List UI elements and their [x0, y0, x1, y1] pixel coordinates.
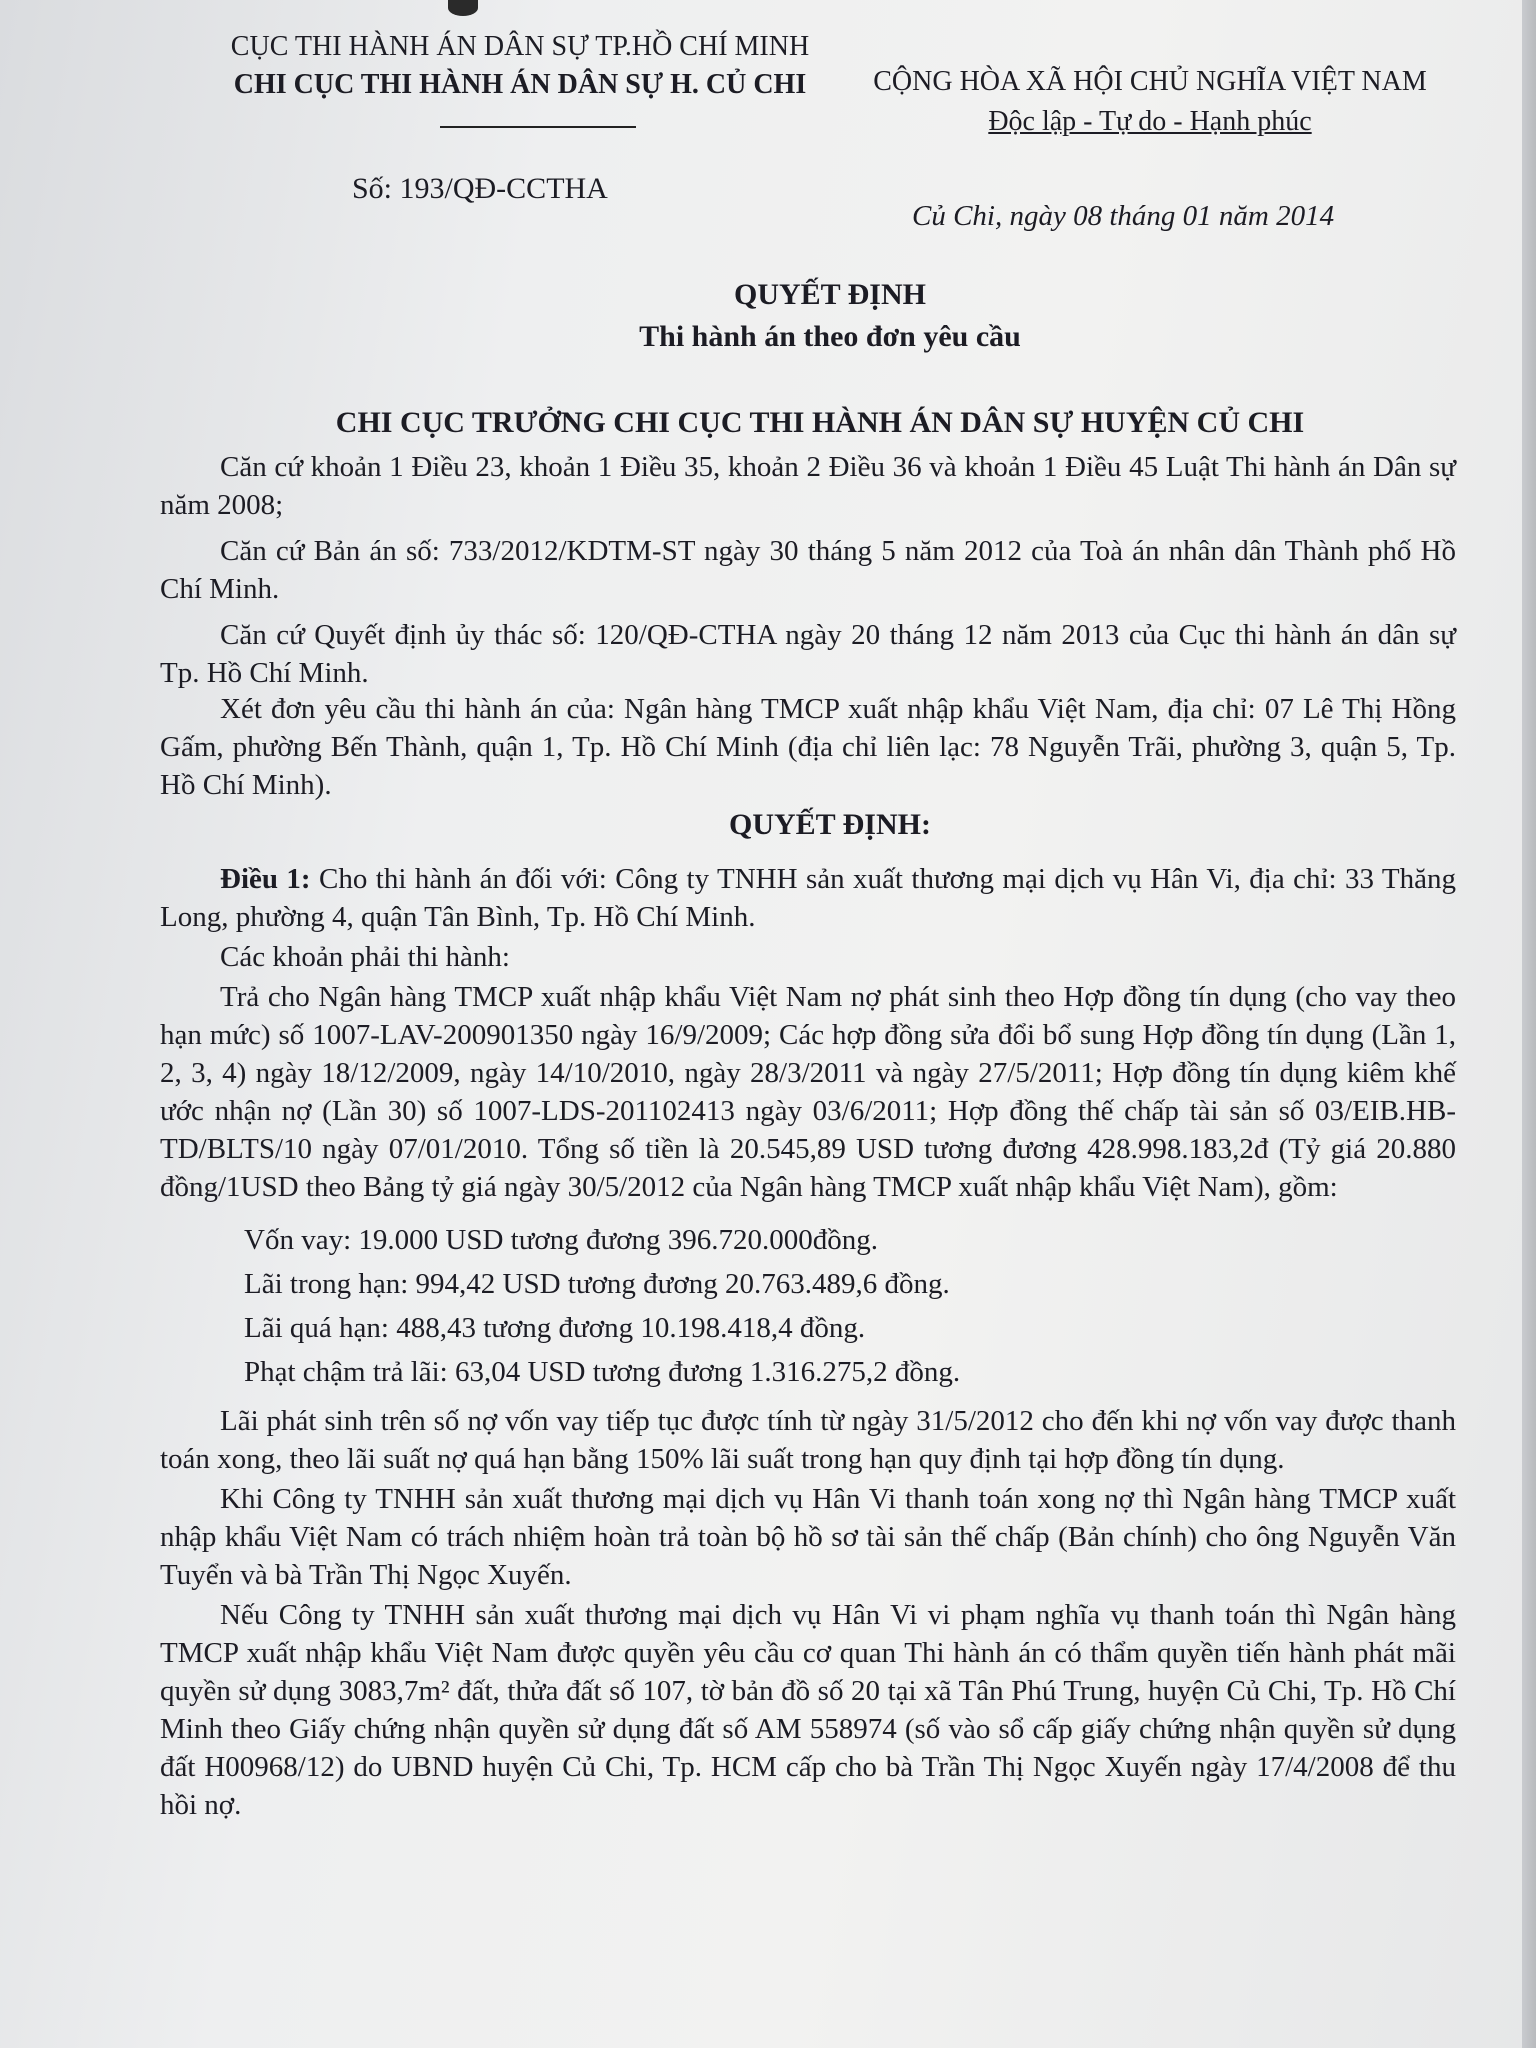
legal-basis — [160, 448, 1456, 700]
ink-blot — [448, 0, 478, 16]
document-title — [300, 274, 1360, 358]
issuing-authority: CHI CỤC TRƯỞNG CHI CỤC THI HÀNH ÁN DÂN SỰ HUYỆN CỦ CHI — [335, 406, 1305, 439]
article-1-intro — [160, 860, 1456, 936]
request-section — [160, 690, 1456, 804]
request-paragraph: Xét đơn yêu cầu thi hành án của: Ngân hàng TMCP xuất nhập khẩu Việt Nam, địa chỉ: 07 Lê Thị Hồng Gấm, phường Bến Thành, quận 1, Tp. Hồ Chí Minh (địa chỉ liên lạc: 78 Nguyễn Trãi, phường 3, quận 5, Tp. Hồ Chí Minh). — [160, 693, 1456, 801]
agency-line-2: CHI CỤC THI HÀNH ÁN DÂN SỰ H. CỦ CHI — [233, 69, 807, 100]
items-heading: Các khoản phải thi hành: — [220, 941, 510, 973]
agency-line-1: CỤC THI HÀNH ÁN DÂN SỰ TP.HỒ CHÍ MINH — [230, 31, 810, 62]
title-main: QUYẾT ĐỊNH — [734, 278, 926, 311]
article-1-text: Cho thi hành án đối với: Công ty TNHH sản xuất thương mại dịch vụ Hân Vi, địa chỉ: 33 Thăng Long, phường 4, quận Tân Bình, Tp. Hồ Chí Minh. — [160, 863, 1457, 933]
return-documents-paragraph: Khi Công ty TNHH sản xuất thương mại dịch vụ Hân Vi thanh toán xong nợ thì Ngân hàng TMCP xuất nhập khẩu Việt Nam có trách nhiệm hoàn trả toàn bộ hồ sơ tài sản thế chấp (Bản chính) cho ông Nguyễn Văn Tuyển và bà Trần Thị Ngọc Xuyến. — [160, 1483, 1456, 1591]
place-and-date: Củ Chi, ngày 08 tháng 01 năm 2014 — [912, 200, 1335, 232]
title-subtitle: Thi hành án theo đơn yêu cầu — [639, 320, 1021, 353]
national-motto: Độc lập - Tự do - Hạnh phúc — [988, 106, 1312, 137]
decision-heading: QUYẾT ĐỊNH: — [729, 808, 931, 841]
issuing-agency — [200, 28, 840, 104]
basis-paragraph: Căn cứ Bản án số: 733/2012/KDTM-ST ngày 30 tháng 5 năm 2012 của Toà án nhân dân Thành phố Hồ Chí Minh. — [160, 535, 1456, 605]
breakdown-item: Vốn vay: 19.000 USD tương đương 396.720.000đồng. — [244, 1224, 879, 1256]
article-1-label: Điều 1: — [220, 863, 311, 895]
paper-edge — [1522, 0, 1536, 2048]
article-1 — [160, 860, 1456, 1826]
payment-paragraph: Trả cho Ngân hàng TMCP xuất nhập khẩu Việt Nam nợ phát sinh theo Hợp đồng tín dụng (cho vay theo hạn mức) số 1007-LAV-200901350 ngày 16/9/2009; Các hợp đồng sửa đổi bổ sung Hợp đồng tín dụng (Lần 1, 2, 3, 4) ngày 18/12/2009, ngày 14/10/2010, ngày 28/3/2011 và ngày 27/5/2011; Hợp đồng tín dụng kiêm khế ước nhận nợ (Lần 30) số 1007-LDS-201102413 ngày 03/6/2011; Hợp đồng thế chấp tài sản số 03/EIB.HB-TD/BLTS/10 ngày 07/01/2010. Tổng số tiền là 20.545,89 USD tương đương 428.998.183,2đ (Tỷ giá 20.880 đồng/1USD theo Bảng tỷ giá ngày 30/5/2012 của Ngân hàng TMCP xuất nhập khẩu Việt Nam), gồm: — [160, 981, 1456, 1203]
interest-paragraph: Lãi phát sinh trên số nợ vốn vay tiếp tục được tính từ ngày 31/5/2012 cho đến khi nợ vốn vay được thanh toán xong, theo lãi suất nợ quá hạn bằng 150% lãi suất trong hạn quy định tại hợp đồng tín dụng. — [160, 1405, 1456, 1475]
agency-underline — [440, 126, 636, 128]
nation-name: CỘNG HÒA XÃ HỘI CHỦ NGHĨA VIỆT NAM — [873, 66, 1427, 97]
breakdown-item: Lãi trong hạn: 994,42 USD tương đương 20.763.489,6 đồng. — [244, 1268, 950, 1300]
breakdown-item: Phạt chậm trả lãi: 63,04 USD tương đương 1.316.275,2 đồng. — [244, 1356, 961, 1388]
basis-paragraph: Căn cứ Quyết định ủy thác số: 120/QĐ-CTHA ngày 20 tháng 12 năm 2013 của Cục thi hành án dân sự Tp. Hồ Chí Minh. — [160, 619, 1456, 689]
violation-paragraph: Nếu Công ty TNHH sản xuất thương mại dịch vụ Hân Vi vi phạm nghĩa vụ thanh toán thì Ngân hàng TMCP xuất nhập khẩu Việt Nam được quyền yêu cầu cơ quan Thi hành án có thẩm quyền tiến hành phát mãi quyền sử dụng 3083,7m² đất, thửa đất số 107, tờ bản đồ số 20 tại xã Tân Phú Trung, huyện Củ Chi, Tp. Hồ Chí Minh theo Giấy chứng nhận quyền sử dụng đất số AM 558974 (số vào sổ cấp giấy chứng nhận quyền sử dụng đất H00968/12) do UBND huyện Củ Chi, Tp. HCM cấp cho bà Trần Thị Ngọc Xuyến ngày 17/4/2008 để thu hồi nợ. — [160, 1599, 1456, 1821]
breakdown-item: Lãi quá hạn: 488,43 tương đương 10.198.418,4 đồng. — [244, 1312, 866, 1344]
document-number: Số: 193/QĐ-CCTHA — [352, 172, 608, 205]
basis-paragraph: Căn cứ khoản 1 Điều 23, khoản 1 Điều 35, khoản 2 Điều 36 và khoản 1 Điều 45 Luật Thi hành án Dân sự năm 2008; — [160, 451, 1456, 521]
amount-breakdown — [160, 1218, 1456, 1394]
national-header — [850, 62, 1450, 142]
